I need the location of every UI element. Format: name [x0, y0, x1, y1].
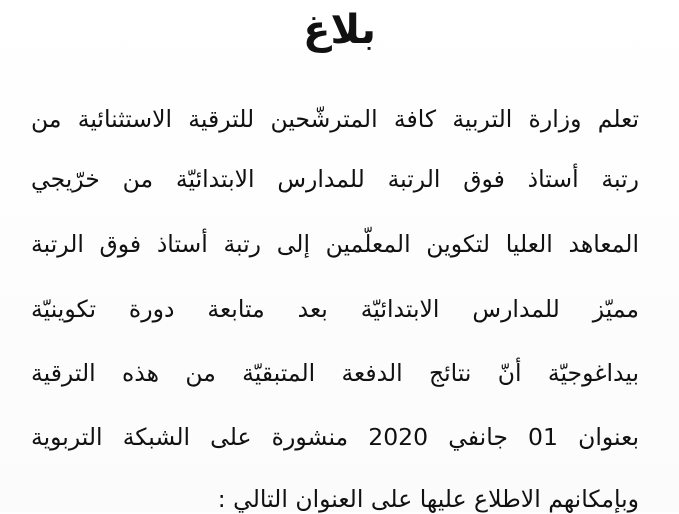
- document-title: بلاغ: [303, 7, 376, 53]
- body-line-1: تعلم وزارة التربية كافة المترشّحين للترقية الاستثنائية من: [31, 105, 639, 133]
- body-line-3: المعاهد العليا لتكوين المعلّمين إلى رتبة أستاذ فوق الرتبة: [31, 230, 639, 258]
- body-line-6: بعنوان 01 جانفي 2020 منشورة على الشبكة التربوية: [31, 423, 639, 451]
- body-line-4: مميّز للمدارس الابتدائيّة بعد متابعة دورة تكوينيّة: [31, 295, 639, 323]
- body-line-2: رتبة أستاذ فوق الرتبة للمدارس الابتدائيّة من خرّيجي: [31, 165, 639, 193]
- body-line-5: بيداغوجيّة أنّ نتائج الدفعة المتبقيّة من هذه الترقية: [31, 359, 639, 387]
- body-line-7: وبإمكانهم الاطلاع عليها على العنوان التالي :: [217, 485, 639, 513]
